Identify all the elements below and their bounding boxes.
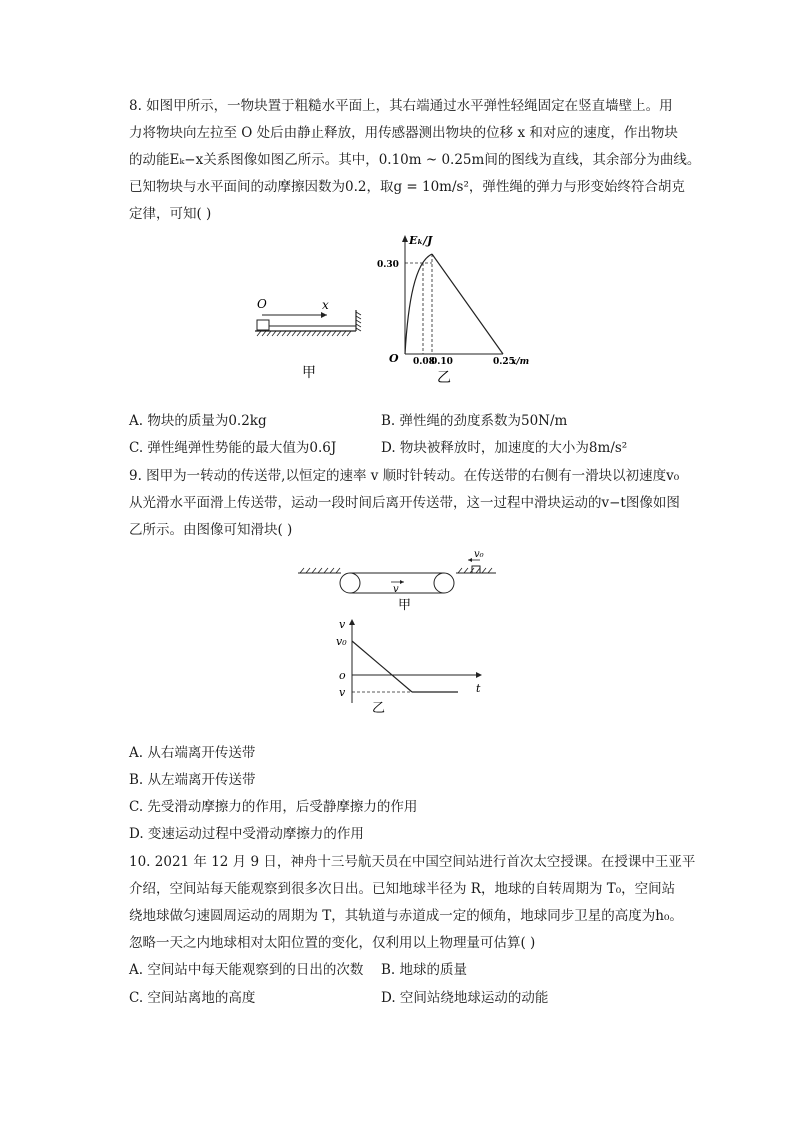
q8-option-b[interactable]: B. 弹性绳的劲度系数为50N/m xyxy=(381,413,568,429)
q10-line-3: 绕地球做匀速圆周运动的周期为 T，其轨道与赤道成一定的倾角，地球同步卫星的高度为h₀。 xyxy=(129,908,683,924)
q10-option-b[interactable]: B. 地球的质量 xyxy=(381,962,468,978)
q8-line-2: 力将物块向左拉至 O 处后由静止释放，用传感器测出物块的位移 x 和对应的速度，作出物块 xyxy=(129,125,678,141)
q10-option-d[interactable]: D. 空间站绕地球运动的动能 xyxy=(381,990,549,1006)
q8-figure-jia xyxy=(252,290,367,385)
q9-figure-jia xyxy=(296,547,501,612)
q9-yi-line-decel xyxy=(352,641,412,692)
q9-jia-pulley-left xyxy=(340,573,360,593)
q9-line-1: 9. 图甲为一转动的传送带,以恒定的速率 v 顺时针转动。在传送带的右侧有一滑块以初速度v₀ xyxy=(129,468,680,484)
q8-jia-wall-hatch xyxy=(356,312,361,331)
q9-yi-o-label: o xyxy=(339,669,346,682)
q8-yi-straight-line xyxy=(432,254,503,354)
q8-jia-O-label: O xyxy=(257,297,267,311)
q9-yi-v-arrowhead xyxy=(349,619,355,625)
q10-line-1: 10. 2021 年 12 月 9 日，神舟十三号航天员在中国空间站进行首次太空授课。在授课中王亚平 xyxy=(129,854,696,870)
q9-line-3: 乙所示。由图像可知滑块( ) xyxy=(129,522,293,538)
q9-yi-v0-label: v₀ xyxy=(336,635,347,648)
q8-yi-origin: O xyxy=(389,352,399,365)
q9-yi-t-arrowhead xyxy=(476,672,482,678)
q8-yi-curve xyxy=(405,254,432,354)
q10-line-4: 忽略一天之内地球相对太阳位置的变化，仅利用以上物理量可估算( ) xyxy=(129,935,536,951)
q8-figure-yi xyxy=(375,232,545,387)
q8-yi-y-arrowhead xyxy=(402,235,408,242)
q9-jia-belt-arrowhead xyxy=(400,580,404,584)
q8-yi-caption: 乙 xyxy=(437,370,451,386)
q9-option-c[interactable]: C. 先受滑动摩擦力的作用，后受静摩擦力的作用 xyxy=(129,799,418,815)
q8-line-4: 已知物块与水平面间的动摩擦因数为0.2，取g = 10m/s²，弹性绳的弹力与形变始终符合胡克 xyxy=(129,179,685,195)
q9-jia-pulley-right xyxy=(434,573,454,593)
q8-jia-block xyxy=(257,320,269,330)
q9-jia-caption: 甲 xyxy=(398,598,412,612)
q8-line-5: 定律，可知( ) xyxy=(129,206,212,222)
q8-yi-y-label: Eₖ/J xyxy=(409,234,433,247)
q8-line-1: 8. 如图甲所示，一物块置于粗糙水平面上，其右端通过水平弹性轻绳固定在竖直墙壁上。用 xyxy=(129,98,673,114)
q8-jia-ground-hatch xyxy=(257,331,351,336)
q8-option-d[interactable]: D. 物块被释放时，加速度的大小为8m/s² xyxy=(381,440,628,456)
q9-option-d[interactable]: D. 变速运动过程中受滑动摩擦力的作用 xyxy=(129,826,364,842)
q9-jia-hatch-left xyxy=(300,568,340,573)
q9-jia-v-label: v xyxy=(393,584,399,595)
q8-yi-xtick-025: 0.25 xyxy=(493,357,515,367)
q9-option-b[interactable]: B. 从左端离开传送带 xyxy=(129,772,256,788)
q9-yi-caption: 乙 xyxy=(372,701,386,715)
q9-yi-v-axis-label: v xyxy=(339,618,346,631)
q9-option-a[interactable]: A. 从右端离开传送带 xyxy=(129,745,256,761)
q8-yi-xtick-010: 0.10 xyxy=(431,357,453,367)
q8-jia-arrowhead xyxy=(321,312,327,318)
q8-yi-ytick-030: 0.30 xyxy=(377,260,399,270)
q8-jia-caption: 甲 xyxy=(302,365,316,381)
q9-jia-v0-arrowhead xyxy=(468,558,472,562)
q10-option-c[interactable]: C. 空间站离地的高度 xyxy=(129,990,256,1006)
q8-line-3: 的动能Eₖ−x关系图像如图乙所示。其中，0.10m ~ 0.25m间的图线为直线，其余部分为曲线。 xyxy=(129,152,701,168)
q9-jia-hatch-right xyxy=(458,568,492,573)
q9-figure-yi xyxy=(330,615,500,715)
q9-jia-v0-label: v₀ xyxy=(474,549,484,560)
q10-line-2: 介绍，空间站每天能观察到很多次日出。已知地球半径为 R，地球的自转周期为 T₀，空间站 xyxy=(129,881,676,897)
q8-jia-x-label: x xyxy=(322,298,329,312)
q9-line-2: 从光滑水平面滑上传送带，运动一段时间后离开传送带，这一过程中滑块运动的v−t图像如图 xyxy=(129,495,680,511)
q8-option-c[interactable]: C. 弹性绳弹性势能的最大值为0.6J xyxy=(129,440,337,456)
q9-yi-neg-v-label: v xyxy=(339,686,346,699)
q9-yi-t-label: t xyxy=(476,682,481,695)
q10-option-a[interactable]: A. 空间站中每天能观察到的日出的次数 xyxy=(129,962,364,978)
q8-yi-xtick-008: 0.08 xyxy=(413,357,435,367)
q8-yi-x-label: x/m xyxy=(511,357,530,367)
q8-option-a[interactable]: A. 物块的质量为0.2kg xyxy=(129,413,267,429)
